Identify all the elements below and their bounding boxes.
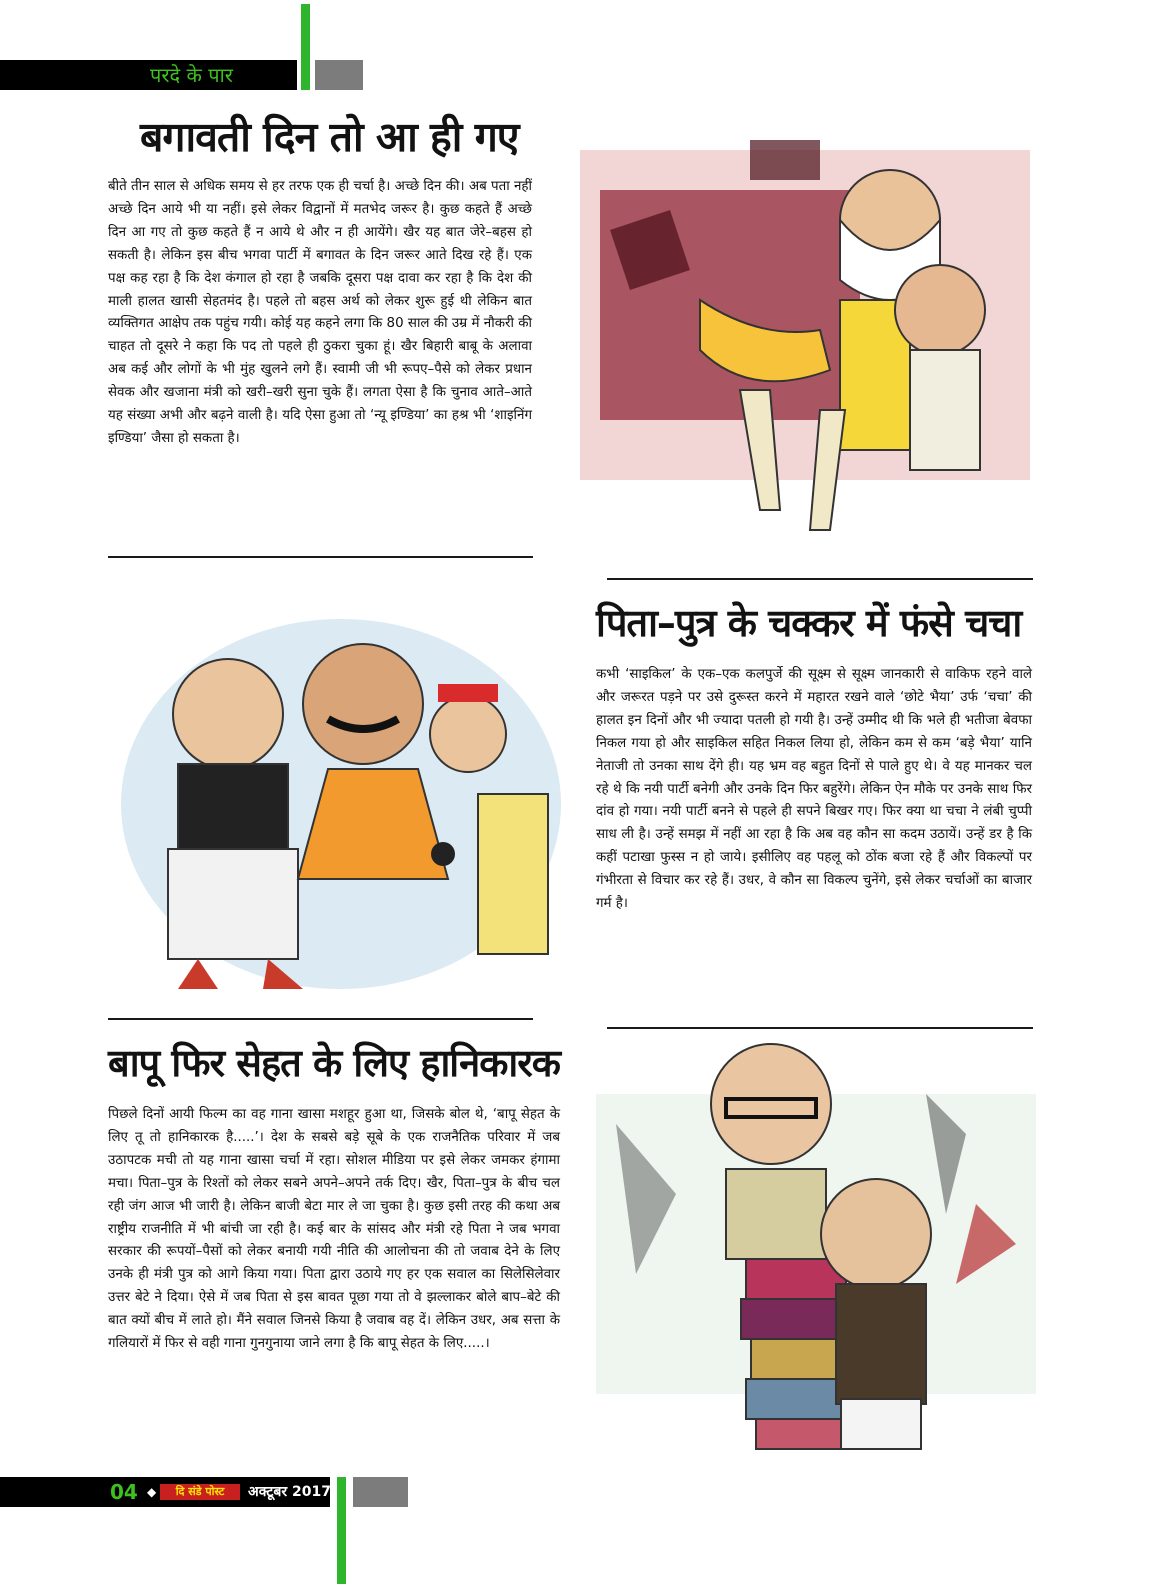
footer-green-bar — [337, 1477, 346, 1584]
magazine-logo: दि संडे पोस्ट — [160, 1484, 240, 1500]
divider-rule — [607, 578, 1033, 580]
article-2-body: कभी ‘साइकिल’ के एक–एक कलपुर्जे की सूक्ष्म से सूक्ष्म जानकारी से वाकिफ रहने वाले और जरूरत पड़ने पर उसे दुरूस्त करने में महारत रखने वाले ‘छोटे भैया’ उर्फ ‘चचा’ की हालत इन दिनों और भी ज्यादा पतली हो गयी है। उन्हें उम्मीद थी कि भले ही भतीजा बेवफा निकल गया हो और साइकिल सहित निकल लिया हो, लेकिन कम से कम ‘बड़े भैया’ यानि नेताजी तो उनका साथ देंगे ही। यह भ्रम वह बहुत दिनों से पाले हुए थे। वे यह मानकर चल रहे थे कि नयी पार्टी बनेगी और उनके दिन फिर बहुरेंगे। लेकिन ऐन मौके पर उनके साथ फिर दांव हो गया। नयी पार्टी बनने से पहले ही सपने बिखर गए। फिर क्या था चचा ने लंबी चुप्पी साध ली है। उन्हें समझ में नहीं आ रहा है कि अब वह कौन सा कदम उठायें। उन्हें डर है कि कहीं पटाखा फुस्स न हो जाये। इसीलिए वह पहलू को ठोंक बजा रहे हैं और विकल्पों पर गंभीरता से विचार कर रहे हैं। उधर, वे कौन सा विकल्प चुनेंगे, इसे लेकर चर्चाओं का बाजार गर्म है। — [596, 667, 1032, 912]
footer-bullet: ◆ — [147, 1485, 157, 1499]
page-number: 04 — [110, 1480, 138, 1504]
article-3-body: पिछले दिनों आयी फिल्म का वह गाना खासा मशहूर हुआ था, जिसके बोल थे, ‘बापू सेहत के लिए तू तो हानिकारक है.....’। देश के सबसे बड़े सूबे के एक राजनैतिक परिवार में जब उठापटक मची तो यह गाना खासा चर्चा में रहा। सोशल मीडिया पर इसे लेकर जमकर हंगामा मचा। पिता–पुत्र के रिश्तों को लेकर सबने अपने–अपने तर्क दिए। खैर, पिता–पुत्र के बीच चल रही जंग आज भी जारी है। लेकिन बाजी बेटा मार ले जा चुका है। कुछ इसी तरह की कथा अब राष्ट्रीय राजनीति में भी बांची जा रही है। कई बार के सांसद और मंत्री रहे पिता ने जब भगवा सरकार की रूपयों–पैसों को लेकर बनायी गयी नीति की आलोचना की तो जवाब देने के लिए उनके ही मंत्री पुत्र को आगे किया गया। पिता द्वारा उठाये गए हर एक सवाल का सिलेसिलेवार उत्तर बेटे ने दिया। ऐसे में जब पिता से इस बावत पूछा गया तो वे झल्लाकर बोले बाप–बेटे की बात क्यों बीच में लाते हो। मैंने सवाल जिनसे किया है जवाब वह दें। लेकिन उधर, अब सत्ता के गलियारों में फिर से वही गाना गुनगुनाया जाने लगा है कि बापू सेहत के लिए.....। — [108, 1107, 560, 1352]
divider-rule — [108, 1018, 533, 1020]
article-1-body: बीते तीन साल से अधिक समय से हर तरफ एक ही चर्चा है। अच्छे दिन की। अब पता नहीं अच्छे दिन आये भी या नहीं। इसे लेकर विद्वानों में मतभेद जरूर है। कुछ कहते हैं अच्छे दिन आ गए तो कुछ कहते हैं न आये थे और न ही आयेंगे। खैर यह बात जेरे–बहस हो सकती है। लेकिन इस बीच भगवा पार्टी में बगावत के दिन जरूर आते दिख रहे हैं। एक पक्ष कह रहा है कि देश कंगाल हो रहा है जबकि दूसरा पक्ष दावा कर रहा है कि देश की माली हालत खासी सेहतमंद है। पहले तो बहस अर्थ को लेकर शुरू हुई थी लेकिन बात व्यक्तिगत आक्षेप तक पहुंच गयी। कोई यह कहने लगा कि 80 साल की उम्र में नौकरी की चाहत तो दूसरे ने कहा कि पद तो पहले ही ठुकरा चुका हूं। खैर बिहारी बाबू के अलावा अब कई और लोगों के भी मुंह खुलने लगे हैं। स्वामी जी भी रूपए–पैसे को लेकर प्रधान सेवक और खजाना मंत्री को खरी–खरी सुना चुके हैं। लगता ऐसा है कि चुनाव आते–आते यह संख्या अभी और बढ़ने वाली है। यदि ऐसा हुआ तो ‘न्यू इण्डिया’ का हश्र भी ‘शाइनिंग इण्डिया’ जैसा हो सकता है। — [108, 179, 532, 446]
article-2-headline: पिता–पुत्र के चक्कर में फंसे चचा — [596, 601, 1022, 645]
section-label: परदे के पार — [150, 63, 233, 87]
cartoon-illustration-3 — [596, 1034, 1036, 1470]
divider-rule — [108, 556, 533, 558]
divider-rule — [607, 1027, 1033, 1029]
cartoon-illustration-1 — [580, 110, 1030, 570]
header-green-bar — [301, 4, 310, 90]
article-1-headline: बगावती दिन तो आ ही गए — [140, 113, 519, 161]
cartoon-illustration-2 — [108, 594, 574, 1000]
header-gray-block — [315, 60, 363, 90]
article-3-headline: बापू फिर सेहत के लिए हानिकारक — [108, 1041, 560, 1085]
header-black-bar — [0, 60, 297, 90]
footer-gray-block — [353, 1477, 408, 1507]
issue-date: अक्टूबर 2017 — [248, 1484, 331, 1500]
